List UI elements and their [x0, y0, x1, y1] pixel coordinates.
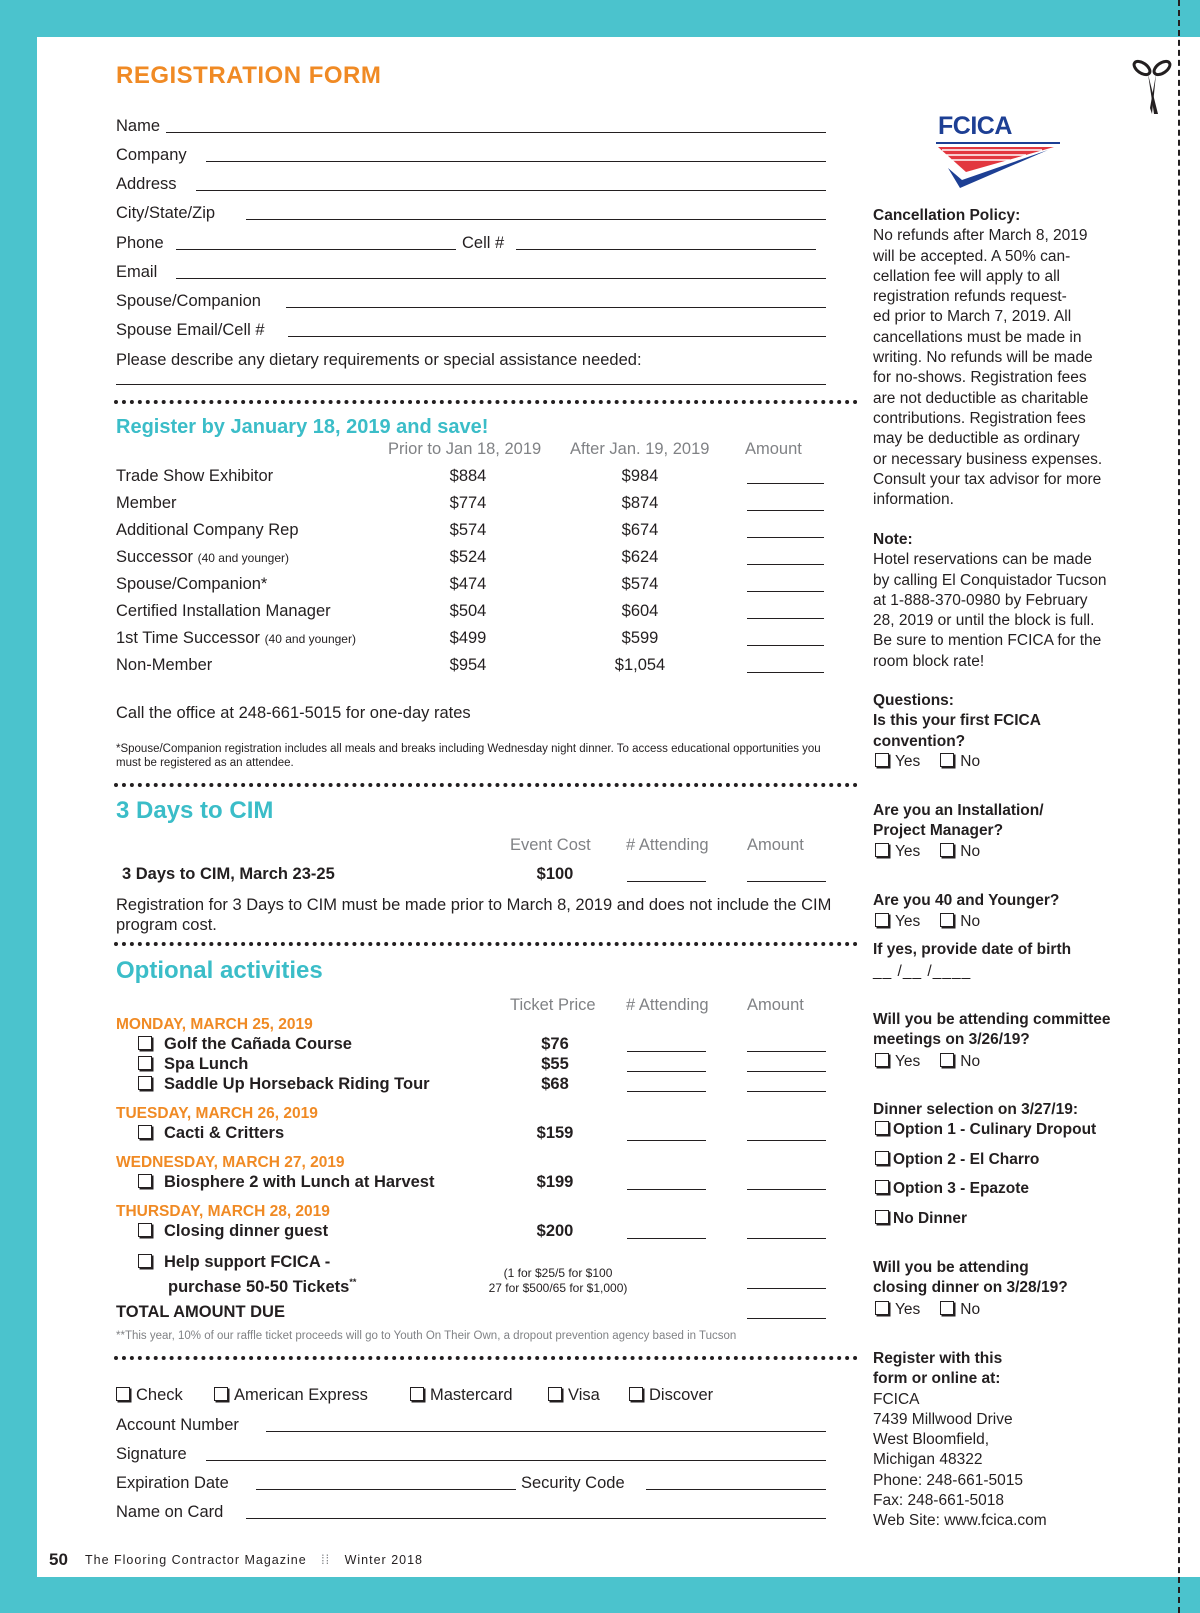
reg-row-label: Certified Installation Manager	[116, 602, 331, 620]
activity-price: $55	[541, 1055, 569, 1073]
question-committee: Will you be attending committee meetings on 3/26/19?	[873, 1011, 1111, 1049]
question-dob: If yes, provide date of birth	[873, 941, 1072, 958]
company-label: Company	[116, 146, 187, 164]
activity-price: $159	[536, 1124, 574, 1142]
reg-prior-price: $499	[449, 629, 487, 647]
reg-after-price: $874	[621, 494, 659, 512]
dinner-title: Dinner selection on 3/27/19:	[873, 1101, 1079, 1118]
city-label: City/State/Zip	[116, 204, 216, 222]
checkbox[interactable]	[116, 1387, 130, 1401]
reg-prior-price: $474	[449, 575, 487, 593]
checkbox[interactable]	[875, 753, 889, 767]
pay-check: Check	[116, 1386, 183, 1405]
amount-field[interactable]	[747, 1091, 826, 1092]
checkbox[interactable]	[410, 1387, 424, 1401]
reg-row-label: Additional Company Rep	[116, 521, 299, 539]
reg-after-price: $604	[621, 602, 659, 620]
name-on-card-label: Name on Card	[116, 1503, 224, 1521]
address-field[interactable]	[196, 190, 826, 191]
checkbox[interactable]	[138, 1223, 152, 1237]
hotel-note: Note: Hotel reservations can be made by calling El Conquistador Tucson at 1-888-370-0980 by February 28, 2019 or until the block is full. Be sure to mention FCICA for the room block rate!	[873, 531, 1107, 670]
expiration-field[interactable]	[256, 1489, 516, 1490]
dietary-label: Please describe any dietary requirements or special assistance needed:	[116, 351, 642, 369]
raffle-price: (1 for $25/5 for $100 27 for $500/65 for $1,000)	[488, 1266, 628, 1295]
scissors-icon	[1128, 48, 1176, 118]
attending-field[interactable]	[627, 1238, 706, 1239]
checkbox[interactable]	[875, 843, 889, 857]
wednesday-heading: WEDNESDAY, MARCH 27, 2019	[116, 1154, 345, 1171]
dinner-option: Option 3 - Epazote	[875, 1179, 1029, 1199]
account-label: Account Number	[116, 1416, 239, 1434]
checkbox[interactable]	[875, 1053, 889, 1067]
reg-prior-price: $774	[449, 494, 487, 512]
tuesday-heading: TUESDAY, MARCH 26, 2019	[116, 1105, 318, 1122]
divider	[114, 942, 858, 946]
reg-after-price: $574	[621, 575, 659, 593]
dietary-field[interactable]	[116, 384, 826, 385]
fcica-logo: FCICA	[936, 112, 1062, 192]
activity-item: Closing dinner guest	[138, 1222, 328, 1241]
thursday-heading: THURSDAY, MARCH 28, 2019	[116, 1203, 330, 1220]
call-office-text: Call the office at 248-661-5015 for one-day rates	[116, 704, 471, 722]
raffle-note: **This year, 10% of our raffle ticket proceeds will go to Youth On Their Own, a dropout prevention agency based in Tucson	[116, 1330, 737, 1342]
attending-field[interactable]	[627, 1071, 706, 1072]
total-amount-field[interactable]	[747, 1318, 826, 1319]
question-40-younger: Are you 40 and Younger?	[873, 892, 1060, 909]
reg-after-price: $1,054	[614, 656, 666, 674]
question-first-convention: Questions: Is this your first FCICA convention?	[873, 692, 1041, 750]
expiration-label: Expiration Date	[116, 1474, 229, 1492]
security-field[interactable]	[646, 1489, 826, 1490]
activity-price: $199	[536, 1173, 574, 1191]
reg-prior-price: $884	[449, 467, 487, 485]
q3-options: Yes No	[875, 912, 980, 932]
amount-field[interactable]	[747, 1238, 826, 1239]
spouse-label: Spouse/Companion	[116, 292, 261, 310]
q5-options: Yes No	[875, 1052, 980, 1072]
optional-heading: Optional activities	[116, 957, 323, 984]
checkbox[interactable]	[138, 1174, 152, 1188]
registration-heading: Register by January 18, 2019 and save!	[116, 416, 489, 438]
cancellation-policy: Cancellation Policy: No refunds after March 8, 2019 will be accepted. A 50% can- cellation fee will apply to all registration refunds request- ed prior to March 7, 2019. All cancellations must be made in writing. No refunds will be made for no-shows. Registration fees are not deductible as charitable contributions. Registration fees may be deductible as ordinary or necessary business expenses. Consult your tax advisor for more information.	[873, 207, 1103, 509]
phone-label: Phone	[116, 234, 164, 252]
name-label: Name	[116, 117, 161, 135]
name-on-card-field[interactable]	[246, 1518, 826, 1519]
company-field[interactable]	[206, 161, 826, 162]
phone-field[interactable]	[176, 249, 456, 250]
q6-options: Yes No	[875, 1300, 980, 1320]
col-amount: Amount	[745, 440, 802, 458]
checkbox[interactable]	[138, 1076, 152, 1090]
footer-magazine: The Flooring Contractor Magazine ⁞⁞ Winter 2018	[85, 1553, 424, 1567]
raffle-amount-field[interactable]	[747, 1288, 826, 1289]
reg-after-price: $624	[621, 548, 659, 566]
pay-visa: Visa	[548, 1386, 600, 1405]
signature-field[interactable]	[206, 1460, 826, 1461]
logo-emblem	[936, 138, 1062, 194]
checkbox[interactable]	[138, 1254, 152, 1268]
email-field[interactable]	[176, 278, 826, 279]
activity-price: $200	[536, 1222, 574, 1240]
q2-options: Yes No	[875, 842, 980, 862]
attending-field[interactable]	[627, 1091, 706, 1092]
spouse-contact-field[interactable]	[288, 336, 826, 337]
checkbox[interactable]	[940, 1053, 954, 1067]
col-event-cost: Event Cost	[510, 836, 591, 854]
page-number: 50	[49, 1550, 68, 1569]
checkbox[interactable]	[875, 1151, 889, 1165]
attending-field[interactable]	[627, 1140, 706, 1141]
divider	[114, 1356, 858, 1360]
activity-item: Saddle Up Horseback Riding Tour	[138, 1075, 430, 1094]
reg-amount-field[interactable]	[747, 564, 824, 565]
cut-line	[1178, 0, 1180, 1613]
reg-row-label: 1st Time Successor (40 and younger)	[116, 629, 356, 647]
total-label: TOTAL AMOUNT DUE	[116, 1303, 285, 1321]
reg-amount-field[interactable]	[747, 618, 824, 619]
reg-row-label: Non-Member	[116, 656, 213, 674]
col-ticket-price: Ticket Price	[510, 996, 596, 1014]
cim-attending-field[interactable]	[627, 881, 706, 882]
attending-field[interactable]	[627, 1189, 706, 1190]
dinner-option: Option 2 - El Charro	[875, 1150, 1039, 1170]
reg-prior-price: $954	[449, 656, 487, 674]
checkbox[interactable]	[940, 913, 954, 927]
cim-amount-field[interactable]	[747, 881, 826, 882]
name-field[interactable]	[166, 132, 826, 133]
register-info: Register with this form or online at: FCICA 7439 Millwood Drive West Bloomfield, Michigan 48322 Phone: 248-661-5015 Fax: 248-661-5018 Web Site: www.fcica.com	[873, 1350, 1047, 1530]
col-amount: Amount	[747, 836, 804, 854]
monday-heading: MONDAY, MARCH 25, 2019	[116, 1016, 313, 1033]
reg-prior-price: $504	[449, 602, 487, 620]
dinner-option: Option 1 - Culinary Dropout	[875, 1120, 1096, 1140]
spouse-contact-label: Spouse Email/Cell #	[116, 321, 265, 339]
reg-after-price: $984	[621, 467, 659, 485]
col-amount: Amount	[747, 996, 804, 1014]
col-prior: Prior to Jan 18, 2019	[388, 440, 542, 458]
checkbox[interactable]	[214, 1387, 228, 1401]
address-label: Address	[116, 175, 177, 193]
col-attending: # Attending	[626, 836, 709, 854]
amount-field[interactable]	[747, 1140, 826, 1141]
dob-field[interactable]: __ /__ /____	[873, 963, 972, 980]
cim-heading: 3 Days to CIM	[116, 797, 274, 824]
checkbox[interactable]	[138, 1056, 152, 1070]
question-closing-dinner: Will you be attending closing dinner on 3/28/19?	[873, 1259, 1068, 1297]
cim-price: $100	[536, 865, 574, 883]
raffle-item: Help support FCICA - purchase 50-50 Tickets**	[138, 1252, 356, 1297]
reg-amount-field[interactable]	[747, 645, 824, 646]
pay-discover: Discover	[629, 1386, 713, 1405]
col-after: After Jan. 19, 2019	[570, 440, 710, 458]
divider	[114, 400, 858, 404]
amount-field[interactable]	[747, 1051, 826, 1052]
cim-event: 3 Days to CIM, March 23-25	[122, 865, 335, 883]
reg-amount-field[interactable]	[747, 483, 824, 484]
checkbox[interactable]	[940, 1301, 954, 1315]
dinner-option: No Dinner	[875, 1209, 967, 1229]
checkbox[interactable]	[875, 1301, 889, 1315]
cell-label: Cell #	[462, 234, 505, 252]
q1-options: Yes No	[875, 752, 980, 772]
cim-note: Registration for 3 Days to CIM must be made prior to March 8, 2019 and does not include the CIM program cost.	[116, 896, 832, 934]
pay-amex: American Express	[214, 1386, 368, 1405]
reg-amount-field[interactable]	[747, 672, 824, 673]
reg-amount-field[interactable]	[747, 510, 824, 511]
reg-row-label: Trade Show Exhibitor	[116, 467, 274, 485]
reg-amount-field[interactable]	[747, 537, 824, 538]
activity-item: Cacti & Critters	[138, 1124, 284, 1143]
form-title: REGISTRATION FORM	[116, 62, 382, 89]
question-installation-manager: Are you an Installation/ Project Manager?	[873, 802, 1044, 840]
reg-amount-field[interactable]	[747, 591, 824, 592]
checkbox[interactable]	[875, 1210, 889, 1224]
reg-prior-price: $574	[449, 521, 487, 539]
checkbox[interactable]	[548, 1387, 562, 1401]
account-field[interactable]	[266, 1431, 826, 1432]
activity-item: Spa Lunch	[138, 1055, 248, 1074]
signature-label: Signature	[116, 1445, 187, 1463]
security-label: Security Code	[521, 1474, 625, 1492]
checkbox[interactable]	[138, 1036, 152, 1050]
activity-item: Golf the Cañada Course	[138, 1035, 352, 1054]
checkbox[interactable]	[138, 1125, 152, 1139]
spouse-field[interactable]	[286, 307, 826, 308]
checkbox[interactable]	[875, 1180, 889, 1194]
activity-item: Biosphere 2 with Lunch at Harvest	[138, 1173, 434, 1192]
spouse-footnote: *Spouse/Companion registration includes all meals and breaks including Wednesday night dinner. To access educational opportunities you must be registered as an attendee.	[116, 743, 821, 769]
checkbox[interactable]	[875, 913, 889, 927]
activity-price: $68	[541, 1075, 569, 1093]
reg-row-label: Spouse/Companion*	[116, 575, 268, 593]
reg-row-label: Member	[116, 494, 177, 512]
city-field[interactable]	[246, 219, 826, 220]
activity-price: $76	[541, 1035, 569, 1053]
pay-mastercard: Mastercard	[410, 1386, 513, 1405]
checkbox[interactable]	[940, 753, 954, 767]
reg-prior-price: $524	[449, 548, 487, 566]
col-attending: # Attending	[626, 996, 709, 1014]
amount-field[interactable]	[747, 1189, 826, 1190]
checkbox[interactable]	[629, 1387, 643, 1401]
reg-after-price: $674	[621, 521, 659, 539]
amount-field[interactable]	[747, 1071, 826, 1072]
email-label: Email	[116, 263, 158, 281]
checkbox[interactable]	[875, 1121, 889, 1135]
reg-after-price: $599	[621, 629, 659, 647]
attending-field[interactable]	[627, 1051, 706, 1052]
divider	[114, 783, 858, 787]
reg-row-label: Successor (40 and younger)	[116, 548, 290, 566]
cell-field[interactable]	[516, 249, 816, 250]
checkbox[interactable]	[940, 843, 954, 857]
